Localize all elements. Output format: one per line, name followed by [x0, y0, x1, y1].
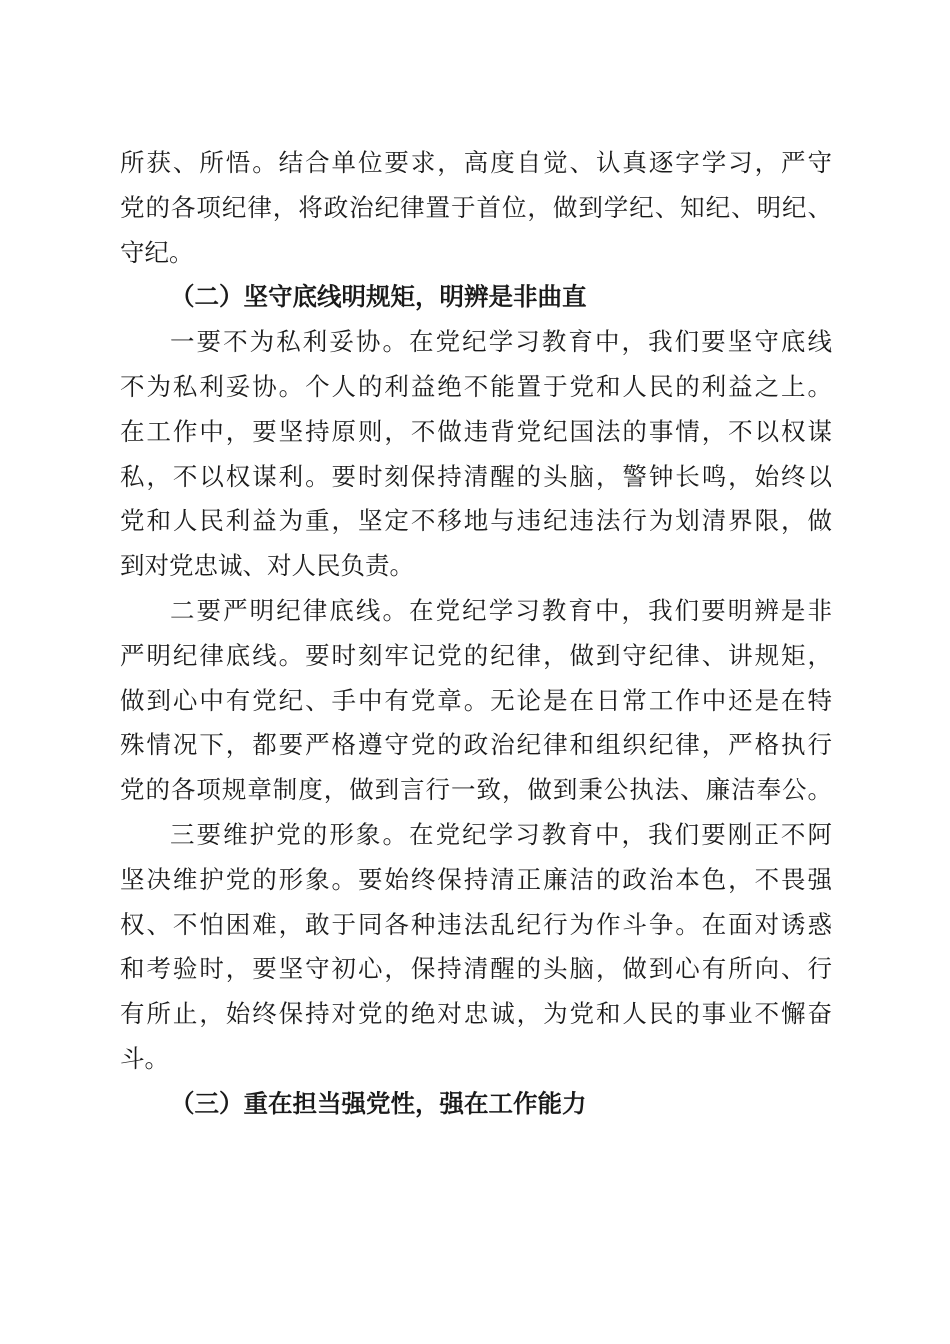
text-line: 到对党忠诚、对人民负责。	[120, 551, 414, 581]
paragraph-first-line: 二要严明纪律底线。在党纪学习教育中，我们要明辨是非	[170, 595, 832, 625]
section-heading: （二）坚守底线明规矩，明辨是非曲直	[170, 282, 587, 312]
text-line: 做到心中有党纪、手中有党章。无论是在日常工作中还是在特	[120, 685, 832, 715]
text-line: 党的各项规章制度，做到言行一致，做到秉公执法、廉洁奉公。	[120, 775, 832, 805]
text-line: 在工作中，要坚持原则，不做违背党纪国法的事情，不以权谋	[120, 416, 832, 446]
text-line: 权、不怕困难，敢于同各种违法乱纪行为作斗争。在面对诱惑	[120, 909, 832, 939]
document-page	[120, 141, 832, 1127]
section-heading: （三）重在担当强党性，强在工作能力	[170, 1088, 587, 1118]
text-line: 严明纪律底线。要时刻牢记党的纪律，做到守纪律、讲规矩，	[120, 640, 832, 670]
text-line: 党和人民利益为重，坚定不移地与违纪违法行为划清界限，做	[120, 506, 832, 536]
text-line: 和考验时，要坚守初心，保持清醒的头脑，做到心有所向、行	[120, 954, 832, 984]
text-line: 所获、所悟。结合单位要求，高度自觉、认真逐字学习，严守	[120, 148, 832, 177]
text-line: 斗。	[120, 1043, 169, 1073]
paragraph-first-line: 三要维护党的形象。在党纪学习教育中，我们要刚正不阿	[170, 819, 832, 849]
text-line: 私，不以权谋利。要时刻保持清醒的头脑，警钟长鸣，始终以	[120, 461, 832, 491]
paragraph-first-line: 一要不为私利妥协。在党纪学习教育中，我们要坚守底线	[170, 327, 832, 357]
text-line: 不为私利妥协。个人的利益绝不能置于党和人民的利益之上。	[120, 371, 832, 401]
text-line: 殊情况下，都要严格遵守党的政治纪律和组织纪律，严格执行	[120, 730, 832, 760]
text-line: 守纪。	[120, 237, 194, 267]
text-line: 党的各项纪律，将政治纪律置于首位，做到学纪、知纪、明纪、	[120, 192, 832, 222]
text-line: 有所止，始终保持对党的绝对忠诚，为党和人民的事业不懈奋	[120, 999, 832, 1029]
text-line: 坚决维护党的形象。要始终保持清正廉洁的政治本色，不畏强	[120, 864, 832, 894]
